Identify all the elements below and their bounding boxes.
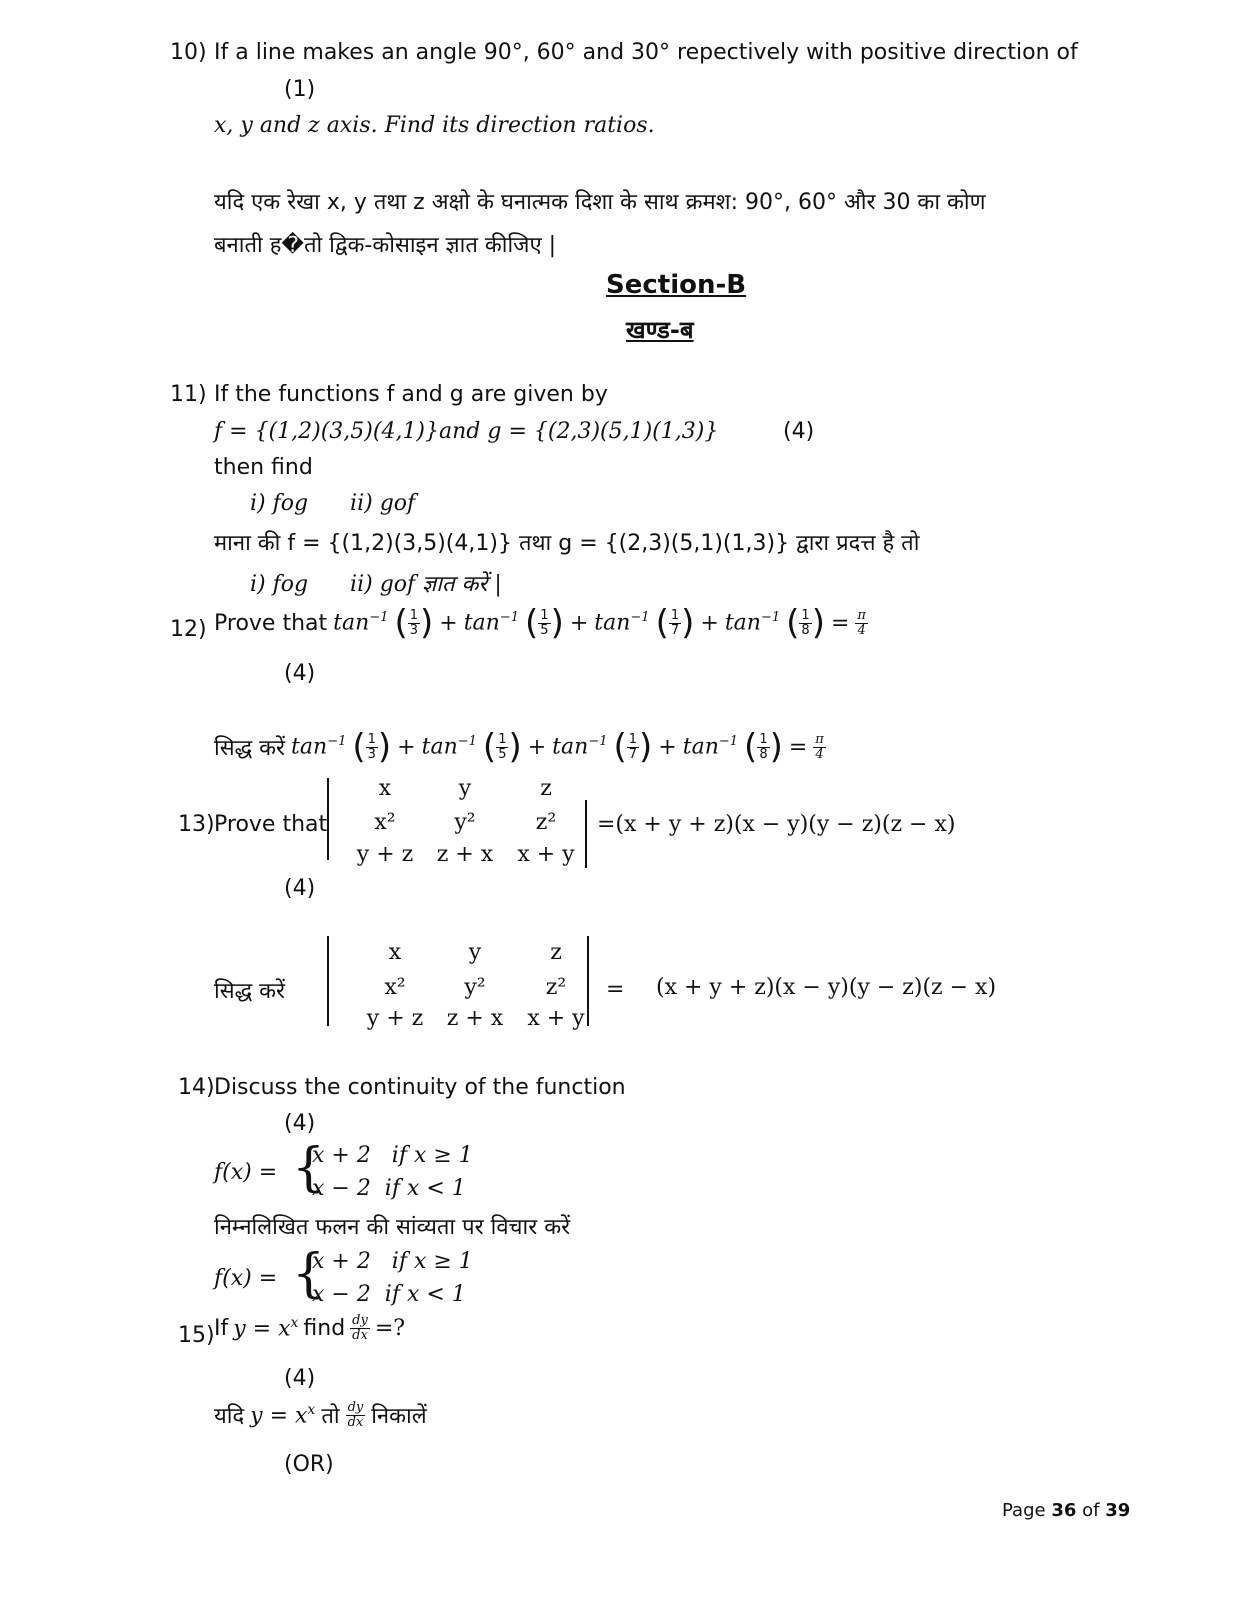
q13-r2c1: x² xyxy=(374,810,396,835)
q11-number: 11) xyxy=(170,382,207,407)
q14-line1: Discuss the continuity of the function xyxy=(214,1075,626,1100)
q12-tan-1: $\tan^{-1}$ xyxy=(333,610,389,636)
q13-h-r2c1: x² xyxy=(384,975,406,1000)
q11-marks: (4) xyxy=(783,419,815,444)
q12-equals: = xyxy=(830,610,850,636)
q12-plus-3: + xyxy=(700,610,719,636)
q12-h-equals: = xyxy=(788,734,808,760)
q13-h-det-left-bar xyxy=(327,936,329,1026)
footer-of: of xyxy=(1082,1500,1100,1521)
q13-h-r3c2: z + x xyxy=(446,1006,504,1031)
q12-h-tan-4: $\tan^{-1}$ xyxy=(682,734,739,760)
section-title: Section-B xyxy=(606,270,747,300)
q12-marks: (4) xyxy=(284,661,316,686)
q15-expr: $y = x^x$ xyxy=(233,1315,299,1342)
footer-page-number: 36 xyxy=(1051,1500,1077,1521)
q15-dydx: $\frac{dy}{dx}$ xyxy=(352,1313,368,1343)
q14-hindi-case1: x + 2 if x ≥ 1 xyxy=(312,1249,473,1274)
q14-number: 14) xyxy=(178,1075,215,1100)
q13-h-r3c3: x + y xyxy=(527,1006,585,1031)
q13-hindi-rhs: (x + y + z)(x − y)(y − z)(z − x) xyxy=(656,975,997,1000)
q12-hindi-equation xyxy=(214,727,826,767)
q12-h-tan-3: $\tan^{-1}$ xyxy=(552,734,608,760)
q14-lhs: f(x) = xyxy=(214,1160,278,1185)
q14-case1: x + 2 if x ≥ 1 xyxy=(312,1143,473,1168)
q12-tan-2: $\tan^{-1}$ xyxy=(463,610,520,636)
q15-find: find xyxy=(303,1316,346,1341)
q14-hindi-line1: निम्नलिखित फलन की सांव्यता पर विचार करें xyxy=(214,1215,571,1240)
q12-h-tan-2: $\tan^{-1}$ xyxy=(421,734,477,760)
q13-h-r1c1: x xyxy=(388,940,402,965)
q10-hindi-line2: बनाती ह�तो द्विक-कोसाइन ज्ञात कीजिए | xyxy=(214,233,557,258)
q13-r1c1: x xyxy=(378,776,392,801)
q12-h-frac-1: ( $\frac{1}{3}$ ) xyxy=(352,727,392,767)
q15-hindi-expr: $y = x^x$ xyxy=(250,1401,316,1429)
q13-number: 13) xyxy=(178,812,215,837)
q12-h-frac-4: ( $\frac{1}{8}$ ) xyxy=(744,727,783,767)
q12-frac-4: ( $\frac{1}{8}$ ) xyxy=(786,603,825,643)
q11-hindi-parts: i) fog ii) gof ज्ञात करें | xyxy=(250,572,502,597)
q15-hindi-equation xyxy=(214,1400,427,1430)
q14-hindi-case2: x − 2 if x < 1 xyxy=(312,1282,466,1307)
q15-hindi-to: तो xyxy=(321,1404,340,1429)
q12-prefix: Prove that xyxy=(214,610,328,636)
q12-h-pi-over-4: $\frac{\pi}{4}$ xyxy=(815,731,824,762)
q10-line2: x, y and z axis. Find its direction ratios. xyxy=(214,113,655,138)
q11-line1: If the functions f and g are given by xyxy=(214,382,608,407)
q15-prefix: If xyxy=(214,1316,229,1341)
q12-h-plus-3: + xyxy=(658,734,677,760)
page-footer xyxy=(1002,1500,1130,1521)
q13-hindi-equals: = xyxy=(606,977,625,1002)
q13-hindi-prefix: सिद्ध करें xyxy=(214,979,286,1004)
q13-h-r2c3: z² xyxy=(545,975,567,1000)
q11-sets: f = {(1,2)(3,5)(4,1)}and g = {(2,3)(5,1)(1,3)} xyxy=(214,419,719,444)
q15-equation xyxy=(214,1314,405,1343)
q12-equation xyxy=(214,603,868,643)
q13-r1c3: z xyxy=(540,776,552,801)
q13-h-r2c2: y² xyxy=(464,975,486,1000)
q13-r3c1: y + z xyxy=(356,842,414,867)
q12-hindi-prefix: सिद्ध करें xyxy=(214,736,286,761)
q14-brace: { xyxy=(292,1138,326,1198)
q13-prefix: Prove that xyxy=(214,812,328,837)
q12-h-frac-2: ( $\frac{1}{5}$ ) xyxy=(482,727,522,767)
q12-plus-1: + xyxy=(439,610,458,636)
q10-hindi-line1: यदि एक रेखा x, y तथा z अक्षो के घनात्मक दिशा के साथ क्रमश: 90°, 60° और 30 का कोण xyxy=(214,190,986,215)
q13-r1c2: y xyxy=(458,776,472,801)
q14-hindi-brace: { xyxy=(292,1244,326,1304)
q13-r3c3: x + y xyxy=(517,842,575,867)
q10-number: 10) xyxy=(170,40,207,65)
q12-frac-3: ( $\frac{1}{7}$ ) xyxy=(655,603,695,643)
footer-total-pages: 39 xyxy=(1105,1500,1131,1521)
q11-parts: i) fog ii) gof xyxy=(250,491,416,516)
q12-tan-4: $\tan^{-1}$ xyxy=(724,610,781,636)
q12-h-tan-1: $\tan^{-1}$ xyxy=(291,734,347,760)
q13-det-left-bar xyxy=(327,778,329,860)
q12-plus-2: + xyxy=(569,610,589,636)
q10-line1: If a line makes an angle 90°, 60° and 30° repectively with positive direction of xyxy=(214,40,1078,65)
q10-marks: (1) xyxy=(284,77,316,102)
q11-line3: then find xyxy=(214,455,313,480)
q13-r3c2: z + x xyxy=(436,842,494,867)
section-subtitle: खण्ड-ब xyxy=(626,316,694,344)
q12-frac-1: ( $\frac{1}{3}$ ) xyxy=(394,603,434,643)
q12-frac-2: ( $\frac{1}{5}$ ) xyxy=(525,603,564,643)
q15-hindi-prefix: यदि xyxy=(214,1404,245,1429)
q13-marks: (4) xyxy=(284,876,316,901)
q13-h-det-right-bar xyxy=(587,936,589,1026)
q13-h-r1c3: z xyxy=(550,940,562,965)
q13-h-r3c1: y + z xyxy=(366,1006,424,1031)
q12-number: 12) xyxy=(170,617,207,642)
q14-case2: x − 2 if x < 1 xyxy=(312,1176,466,1201)
q15-tail: =? xyxy=(374,1316,406,1341)
q13-rhs: =(x + y + z)(x − y)(y − z)(z − x) xyxy=(597,812,956,837)
q13-r2c3: z² xyxy=(535,810,557,835)
q14-marks: (4) xyxy=(284,1111,316,1136)
q12-h-plus-2: + xyxy=(527,734,547,760)
q15-marks: (4) xyxy=(284,1366,316,1391)
q12-h-plus-1: + xyxy=(397,734,416,760)
q12-pi-over-4: $\frac{\pi}{4}$ xyxy=(857,607,866,638)
q15-hindi-tail: निकालें xyxy=(371,1404,427,1429)
q13-det-right-bar xyxy=(585,800,587,868)
q15-hindi-dydx: $\frac{dy}{dx}$ xyxy=(347,1399,364,1430)
q15-or: (OR) xyxy=(284,1452,334,1477)
q15-number: 15) xyxy=(178,1323,215,1348)
q13-h-r1c2: y xyxy=(468,940,482,965)
q14-hindi-lhs: f(x) = xyxy=(214,1266,278,1291)
q12-tan-3: $\tan^{-1}$ xyxy=(594,610,650,636)
q12-h-frac-3: ( $\frac{1}{7}$ ) xyxy=(613,727,653,767)
footer-page-word: Page xyxy=(1002,1500,1046,1521)
q11-hindi-line1: माना की f = {(1,2)(3,5)(4,1)} तथा g = {(2,3)(5,1)(1,3)} द्वारा प्रदत्त है तो xyxy=(214,531,920,556)
q13-r2c2: y² xyxy=(454,810,476,835)
